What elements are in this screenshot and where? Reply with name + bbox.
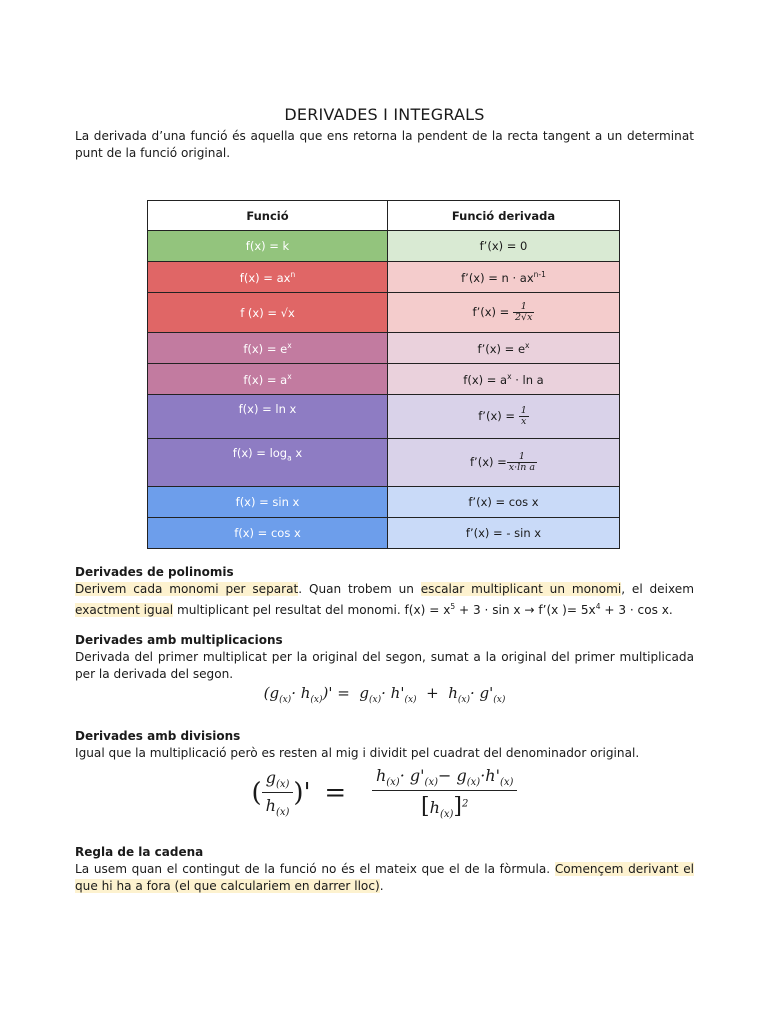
header-derivative: Funció derivada: [388, 201, 620, 231]
fraction-denominator: x·ln a: [508, 462, 535, 473]
fraction-numerator: 1: [513, 302, 534, 313]
function-text: f(x) = log: [232, 446, 288, 460]
derivative-text: f(x) = a: [463, 372, 508, 387]
text-run: . Quan trobem un: [298, 582, 421, 596]
derivative-cell: [388, 487, 620, 518]
derivative-text: f’(x) = - sin x: [465, 526, 542, 540]
derivative-cell: [388, 518, 620, 549]
function-text: f (x) = √x: [240, 305, 295, 320]
heading-multiplications: Derivades amb multiplicacions: [75, 633, 283, 647]
derivative-cell: [388, 439, 620, 487]
function-cell: [148, 439, 388, 487]
chain-rule-text: [75, 861, 694, 895]
multiplications-text: Derivada del primer multiplicat per la original del segon, sumat a la original del primer multiplicada per la derivada del segon.: [75, 650, 694, 681]
heading-chain-rule: Regla de la cadena: [75, 845, 204, 859]
superscript: x: [287, 371, 292, 381]
highlight-text: exactment igual: [75, 603, 174, 618]
table-row: [148, 395, 620, 439]
function-cell: [148, 333, 388, 364]
table-row: [148, 262, 620, 293]
text-run: .: [379, 879, 384, 893]
function-text: f(x) = sin x: [235, 495, 300, 509]
section-polynomials: [75, 564, 694, 619]
superscript: 4: [595, 602, 601, 611]
derivative-text: f’(x) = cos x: [468, 495, 539, 509]
text-run: , el deixem: [621, 582, 694, 596]
function-text-tail: x: [291, 446, 303, 460]
function-text: f(x) = k: [245, 239, 290, 253]
derivative-cell: [388, 262, 620, 293]
derivative-text: f’(x) = 0: [479, 239, 528, 253]
derivative-cell: [388, 333, 620, 364]
function-text: f(x) = cos x: [234, 526, 301, 540]
header-function: Funció: [148, 201, 388, 231]
text-run: multiplicant pel resultat del monomi. f(x) = x: [173, 603, 451, 618]
product-rule-formula: $(g_{(x)}\cdot h_{(x)})' = g_{(x)}\cdot h'_{(x)} + h_{(x)}\cdot g'_{(x)}$: [263, 684, 506, 705]
table-header-row: [148, 201, 620, 231]
derivative-label: f’(x) =: [470, 455, 507, 469]
table-row: [148, 231, 620, 262]
highlight-text: escalar multiplicant un monomi: [420, 582, 622, 596]
fraction-numerator: 1: [507, 452, 537, 463]
subscript: a: [287, 453, 292, 463]
table-row: [148, 333, 620, 364]
derivative-cell: [388, 395, 620, 439]
derivative-cell: [388, 231, 620, 262]
table-row: [148, 364, 620, 395]
quotient-rule-formula: ( $\frac{g_{(x)}}{h_{(x)}}$ )' = $\frac{h_{(x)}\cdot g'_{(x)}- g_{(x)}\cdot h'_{(x)}}{[h_{(x)}]^2}$: [75, 766, 694, 820]
function-cell: [148, 518, 388, 549]
polynomials-text: [75, 581, 694, 619]
derivative-label: f’(x) =: [472, 305, 513, 319]
function-cell: [148, 293, 388, 333]
text-run: + 3 · sin x → f’(x )= 5x: [455, 603, 596, 618]
derivative-label: f’(x) =: [478, 409, 519, 423]
fraction: [513, 302, 534, 323]
highlight-text: Començem derivant el que hi ha a fora (el que calculariem en darrer lloc): [75, 862, 694, 893]
superscript: x: [507, 371, 512, 381]
function-cell: [148, 487, 388, 518]
superscript: n-1: [533, 269, 546, 279]
section-chain-rule: [75, 844, 694, 895]
superscript: x: [525, 340, 530, 350]
page-title: DERIVADES I INTEGRALS: [284, 105, 485, 124]
section-divisions: [75, 728, 694, 762]
heading-divisions: Derivades amb divisions: [75, 729, 241, 743]
text-run: + 3 · cos x.: [600, 603, 673, 618]
derivative-text-tail: · ln a: [511, 372, 544, 387]
function-text: f(x) = e: [243, 341, 288, 356]
derivative-text: f’(x) = n · ax: [461, 270, 534, 285]
function-cell: [148, 364, 388, 395]
superscript: n: [290, 269, 296, 279]
function-text: f(x) = ln x: [238, 402, 297, 416]
superscript: x: [287, 340, 292, 350]
function-text: f(x) = a: [243, 372, 288, 387]
function-cell: [148, 231, 388, 262]
page-content: [75, 104, 694, 162]
section-multiplications: [75, 632, 694, 683]
table-row: [148, 487, 620, 518]
fraction-denominator: 2√x: [514, 312, 533, 323]
derivatives-table: [147, 200, 620, 549]
function-cell: [148, 262, 388, 293]
table-row: [148, 293, 620, 333]
function-text: f(x) = ax: [239, 270, 291, 285]
fraction: [519, 406, 529, 427]
derivative-cell: [388, 364, 620, 395]
fraction-denominator: x: [521, 416, 527, 427]
derivative-cell: [388, 293, 620, 333]
function-cell: [148, 395, 388, 439]
table-row: [148, 518, 620, 549]
fraction: [507, 452, 537, 473]
intro-paragraph: La derivada d’una funció és aquella que ens retorna la pendent de la recta tangent a un determinat punt de la funció original.: [75, 129, 694, 160]
divisions-text: Igual que la multiplicació però es resten al mig i dividit pel cuadrat del denominador original.: [75, 746, 640, 760]
table-row: [148, 439, 620, 487]
text-run: La usem quan el contingut de la funció no és el mateix que el de la fòrmula.: [75, 862, 555, 876]
highlight-text: Derivem cada monomi per separat: [75, 582, 299, 596]
superscript: 5: [450, 602, 456, 611]
derivative-text: f’(x) = e: [477, 341, 526, 356]
heading-polynomials: Derivades de polinomis: [75, 565, 234, 579]
fraction-numerator: 1: [520, 405, 527, 416]
